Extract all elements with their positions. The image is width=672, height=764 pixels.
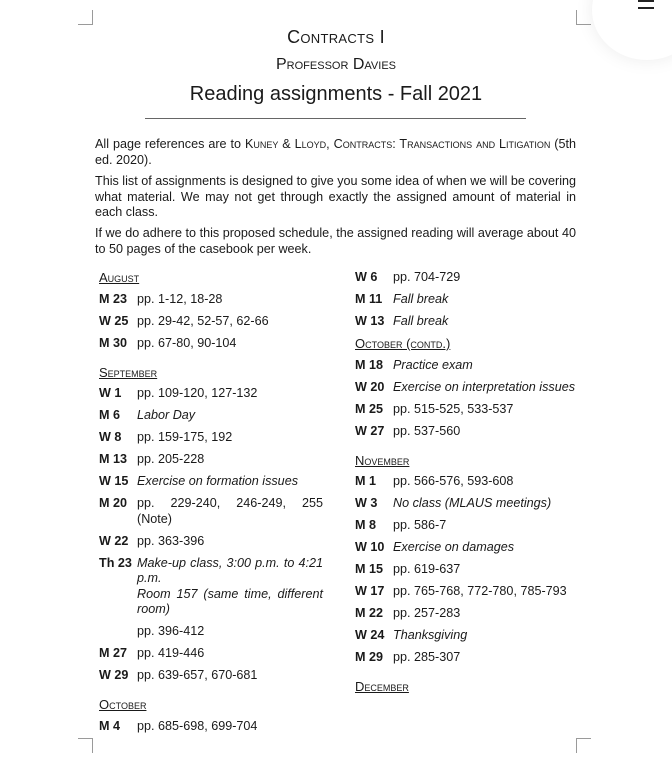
schedule-entry bbox=[355, 402, 576, 418]
month-heading-november: November bbox=[355, 452, 410, 468]
entry-assignment: pp. 67-80, 90-104 bbox=[137, 335, 237, 350]
entry-day: W 24 bbox=[355, 628, 385, 642]
entry-day: M 20 bbox=[99, 496, 127, 510]
schedule-entry bbox=[355, 606, 576, 622]
entry-day: M 25 bbox=[355, 401, 383, 416]
schedule-entry bbox=[355, 314, 576, 330]
schedule-entry bbox=[99, 408, 323, 424]
entry-assignment: pp. 229-240, 246-249, 255 (Note) bbox=[137, 496, 323, 526]
entry-assignment: pp. 619-637 bbox=[393, 562, 461, 576]
page-title: Reading assignments - Fall 2021 bbox=[189, 83, 483, 105]
intro-paragraph-workload: If we do adhere to this proposed schedule, the assigned reading will average about 40 to 50 pages of the casebook per week. bbox=[95, 226, 576, 256]
entry-assignment: Practice exam bbox=[393, 357, 473, 372]
entry-assignment: pp. 29-42, 52-57, 62-66 bbox=[137, 313, 269, 328]
entry-day: W 20 bbox=[355, 379, 385, 394]
entry-day: W 13 bbox=[355, 314, 385, 328]
menu-icon[interactable] bbox=[638, 0, 654, 18]
month-heading-september: September bbox=[99, 364, 158, 380]
schedule-entry-pages: pp. 396-412 bbox=[137, 624, 205, 638]
entry-assignment: pp. 419-446 bbox=[137, 646, 205, 660]
entry-assignment: pp. 205-228 bbox=[137, 452, 205, 466]
intro-paragraph-purpose: This list of assignments is designed to give you some idea of when we will be covering what material. We may not get through exactly the assigned amount of material in each class. bbox=[95, 174, 576, 219]
entry-day: M 29 bbox=[355, 650, 383, 664]
schedule-entry bbox=[99, 474, 323, 490]
course-title: Contracts I bbox=[287, 27, 385, 47]
schedule-entry bbox=[355, 562, 576, 578]
schedule-entry bbox=[99, 668, 323, 684]
schedule-entry bbox=[355, 424, 576, 440]
entry-day: M 30 bbox=[99, 335, 127, 350]
entry-assignment: Exercise on damages bbox=[393, 540, 515, 554]
schedule-entry bbox=[99, 496, 323, 527]
schedule-entry bbox=[99, 556, 323, 587]
entry-day: Th 23 bbox=[99, 555, 132, 570]
schedule-entry bbox=[99, 292, 323, 308]
schedule-entry bbox=[99, 534, 323, 550]
entry-day: W 17 bbox=[355, 584, 385, 598]
schedule-left-column bbox=[99, 270, 323, 741]
schedule-entry bbox=[355, 380, 576, 396]
entry-assignment: Make-up class, 3:00 p.m. to 4:21 p.m. bbox=[137, 555, 323, 585]
crop-mark-top-right bbox=[576, 10, 591, 25]
schedule-entry bbox=[355, 650, 576, 666]
entry-day: M 27 bbox=[99, 646, 127, 660]
entry-day: W 27 bbox=[355, 423, 385, 438]
schedule-entry bbox=[355, 292, 576, 308]
entry-day: M 6 bbox=[99, 408, 120, 422]
schedule-entry bbox=[99, 314, 323, 330]
entry-assignment: No class (MLAUS meetings) bbox=[393, 496, 552, 510]
schedule-entry bbox=[99, 386, 323, 402]
entry-assignment: Fall break bbox=[393, 314, 449, 328]
entry-day: M 4 bbox=[99, 718, 120, 733]
month-heading-december: December bbox=[355, 679, 409, 694]
month-heading-october: October bbox=[99, 697, 147, 712]
entry-assignment: pp. 566-576, 593-608 bbox=[393, 474, 514, 488]
professor-name: Professor Davies bbox=[276, 56, 396, 73]
entry-assignment: pp. 159-175, 192 bbox=[137, 430, 233, 444]
entry-day: M 11 bbox=[355, 292, 383, 306]
entry-assignment: Fall break bbox=[393, 292, 449, 306]
entry-assignment: pp. 765-768, 772-780, 785-793 bbox=[393, 584, 567, 598]
entry-day: W 29 bbox=[99, 668, 129, 682]
entry-assignment: pp. 515-525, 533-537 bbox=[393, 401, 514, 416]
entry-assignment: Exercise on interpretation issues bbox=[393, 379, 576, 394]
casebook-title: Kuney & Lloyd, Contracts: Transactions and Litigation bbox=[244, 137, 551, 151]
entry-day: W 8 bbox=[99, 430, 122, 444]
schedule-entry bbox=[355, 584, 576, 600]
entry-day: M 22 bbox=[355, 606, 383, 620]
entry-assignment: pp. 257-283 bbox=[393, 606, 461, 620]
entry-assignment: pp. 363-396 bbox=[137, 533, 205, 548]
entry-assignment: pp. 704-729 bbox=[393, 270, 461, 284]
entry-day: M 23 bbox=[99, 291, 127, 306]
entry-day: W 15 bbox=[99, 474, 129, 488]
entry-assignment: Exercise on formation issues bbox=[137, 474, 298, 488]
schedule-entry bbox=[355, 474, 576, 490]
schedule-entry bbox=[355, 496, 576, 512]
entry-day: W 25 bbox=[99, 313, 129, 328]
schedule-right-column bbox=[355, 270, 576, 701]
crop-mark-bottom-right bbox=[576, 738, 591, 753]
entry-assignment: pp. 285-307 bbox=[393, 650, 461, 664]
crop-mark-bottom-left bbox=[78, 738, 93, 753]
schedule-entry bbox=[355, 358, 576, 374]
entry-assignment: pp. 109-120, 127-132 bbox=[137, 386, 258, 400]
entry-day: W 6 bbox=[355, 270, 378, 284]
entry-day: M 13 bbox=[99, 452, 127, 466]
intro-paragraph-references: All page references are to Kuney & Lloyd, Contracts: Transactions and Litigation (5th ed. 2020). bbox=[95, 137, 577, 167]
entry-assignment: pp. 1-12, 18-28 bbox=[137, 291, 223, 306]
title-divider bbox=[145, 118, 526, 119]
entry-day: W 3 bbox=[355, 496, 378, 510]
schedule-entry bbox=[99, 452, 323, 468]
entry-day: W 10 bbox=[355, 540, 385, 554]
entry-assignment: pp. 685-698, 699-704 bbox=[137, 718, 258, 733]
entry-day: M 8 bbox=[355, 518, 376, 532]
entry-assignment: pp. 537-560 bbox=[393, 423, 461, 438]
entry-assignment: Thanksgiving bbox=[393, 628, 468, 642]
crop-mark-top-left bbox=[78, 10, 93, 25]
month-heading-august: August bbox=[99, 270, 140, 285]
entry-day: W 1 bbox=[99, 386, 122, 400]
entry-day: M 1 bbox=[355, 474, 376, 488]
entry-assignment: Labor Day bbox=[137, 408, 196, 422]
schedule-entry bbox=[355, 270, 576, 286]
schedule-entry bbox=[99, 336, 323, 352]
entry-assignment: pp. 639-657, 670-681 bbox=[137, 668, 258, 682]
schedule-entry bbox=[99, 719, 323, 735]
month-heading-october-contd: October (contd.) bbox=[355, 336, 451, 351]
schedule-entry bbox=[355, 540, 576, 556]
schedule-entry bbox=[99, 430, 323, 446]
schedule-entry-note: Room 157 (same time, different room) bbox=[137, 586, 323, 616]
entry-day: M 18 bbox=[355, 357, 383, 372]
schedule-entry bbox=[355, 518, 576, 534]
entry-day: W 22 bbox=[99, 533, 129, 548]
entry-day: M 15 bbox=[355, 562, 383, 576]
entry-assignment: pp. 586-7 bbox=[393, 518, 447, 532]
schedule-entry bbox=[99, 646, 323, 662]
schedule-entry bbox=[355, 628, 576, 644]
